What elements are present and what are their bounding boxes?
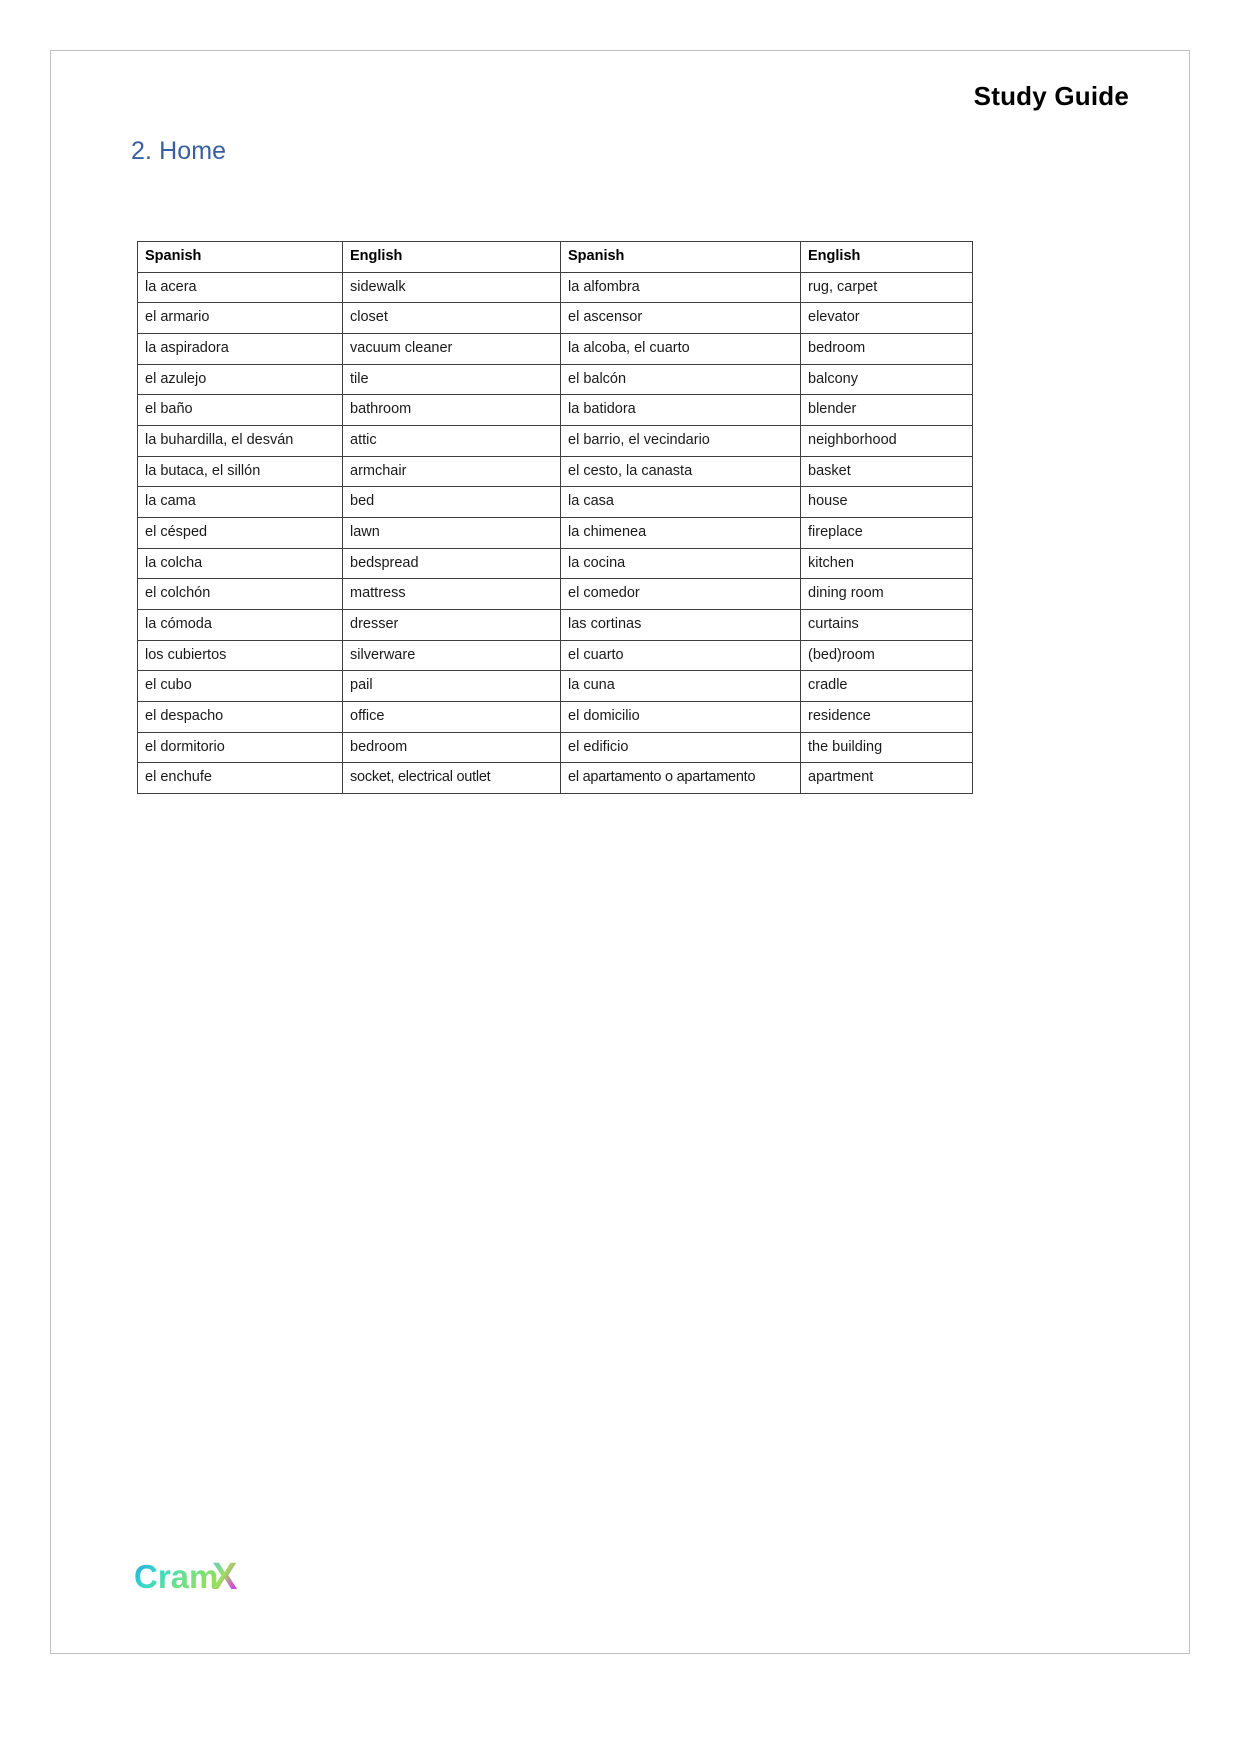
table-row: [138, 426, 973, 457]
table-cell: el azulejo: [138, 364, 343, 395]
table-row: [138, 518, 973, 549]
table-cell: el ascensor: [561, 303, 801, 334]
table-row: [138, 763, 973, 794]
table-header-row: [138, 242, 973, 273]
section-heading: 2. Home: [131, 137, 227, 165]
column-header-english-2: English: [801, 242, 973, 273]
table-cell: las cortinas: [561, 610, 801, 641]
table-cell: la cómoda: [138, 610, 343, 641]
table-cell: apartment: [801, 763, 973, 794]
table-cell: tile: [343, 364, 561, 395]
column-header-spanish-1: Spanish: [138, 242, 343, 273]
table-cell: socket, electrical outlet: [343, 763, 561, 794]
table-cell: curtains: [801, 610, 973, 641]
table-cell: blender: [801, 395, 973, 426]
table-cell: dining room: [801, 579, 973, 610]
table-row: [138, 272, 973, 303]
table-cell: bedroom: [801, 334, 973, 365]
table-cell: house: [801, 487, 973, 518]
table-cell: lawn: [343, 518, 561, 549]
table-cell: la cocina: [561, 548, 801, 579]
table-cell: la chimenea: [561, 518, 801, 549]
table-cell: mattress: [343, 579, 561, 610]
table-cell: (bed)room: [801, 640, 973, 671]
table-cell: kitchen: [801, 548, 973, 579]
table-row: [138, 364, 973, 395]
table-row: [138, 732, 973, 763]
table-cell: silverware: [343, 640, 561, 671]
table-cell: el domicilio: [561, 702, 801, 733]
table-cell: cradle: [801, 671, 973, 702]
table-cell: la buhardilla, el desván: [138, 426, 343, 457]
table-cell: la batidora: [561, 395, 801, 426]
table-cell: la alfombra: [561, 272, 801, 303]
table-cell: dresser: [343, 610, 561, 641]
cramx-logo: [134, 1555, 324, 1599]
table-cell: la cama: [138, 487, 343, 518]
table-cell: el cesto, la canasta: [561, 456, 801, 487]
table-row: [138, 579, 973, 610]
table-cell: pail: [343, 671, 561, 702]
table-cell: la cuna: [561, 671, 801, 702]
table-cell: office: [343, 702, 561, 733]
column-header-english-1: English: [343, 242, 561, 273]
table-cell: el enchufe: [138, 763, 343, 794]
page-title: Study Guide: [973, 81, 1129, 111]
table-cell: el colchón: [138, 579, 343, 610]
table-row: [138, 610, 973, 641]
vocabulary-table: [137, 241, 973, 794]
table-cell: closet: [343, 303, 561, 334]
table-cell: el barrio, el vecindario: [561, 426, 801, 457]
table-cell: el baño: [138, 395, 343, 426]
table-cell: la aspiradora: [138, 334, 343, 365]
table-cell: sidewalk: [343, 272, 561, 303]
table-row: [138, 334, 973, 365]
table-row: [138, 702, 973, 733]
table-cell: la casa: [561, 487, 801, 518]
table-row: [138, 303, 973, 334]
table-cell: el apartamento o apartamento: [561, 763, 801, 794]
column-header-spanish-2: Spanish: [561, 242, 801, 273]
table-cell: neighborhood: [801, 426, 973, 457]
svg-text:Cram: Cram: [134, 1558, 219, 1595]
table-cell: el dormitorio: [138, 732, 343, 763]
table-cell: la acera: [138, 272, 343, 303]
table-cell: vacuum cleaner: [343, 334, 561, 365]
table-cell: el cubo: [138, 671, 343, 702]
table-cell: bed: [343, 487, 561, 518]
table-cell: bedroom: [343, 732, 561, 763]
table-row: [138, 640, 973, 671]
table-cell: el balcón: [561, 364, 801, 395]
table-cell: fireplace: [801, 518, 973, 549]
table-cell: el césped: [138, 518, 343, 549]
table-cell: balcony: [801, 364, 973, 395]
table-cell: basket: [801, 456, 973, 487]
table-cell: rug, carpet: [801, 272, 973, 303]
table-cell: el edificio: [561, 732, 801, 763]
table-cell: elevator: [801, 303, 973, 334]
table-cell: la colcha: [138, 548, 343, 579]
table-row: [138, 548, 973, 579]
table-row: [138, 671, 973, 702]
table-cell: los cubiertos: [138, 640, 343, 671]
table-cell: el cuarto: [561, 640, 801, 671]
table-cell: la butaca, el sillón: [138, 456, 343, 487]
document-page: [50, 50, 1190, 1654]
table-row: [138, 395, 973, 426]
table-cell: residence: [801, 702, 973, 733]
table-cell: la alcoba, el cuarto: [561, 334, 801, 365]
table-cell: bathroom: [343, 395, 561, 426]
table-cell: el despacho: [138, 702, 343, 733]
svg-text:X: X: [212, 1556, 238, 1598]
table-cell: the building: [801, 732, 973, 763]
vocabulary-table-container: [137, 241, 972, 794]
table-row: [138, 456, 973, 487]
table-cell: attic: [343, 426, 561, 457]
table-cell: el armario: [138, 303, 343, 334]
table-cell: armchair: [343, 456, 561, 487]
table-cell: bedspread: [343, 548, 561, 579]
table-cell: el comedor: [561, 579, 801, 610]
table-row: [138, 487, 973, 518]
